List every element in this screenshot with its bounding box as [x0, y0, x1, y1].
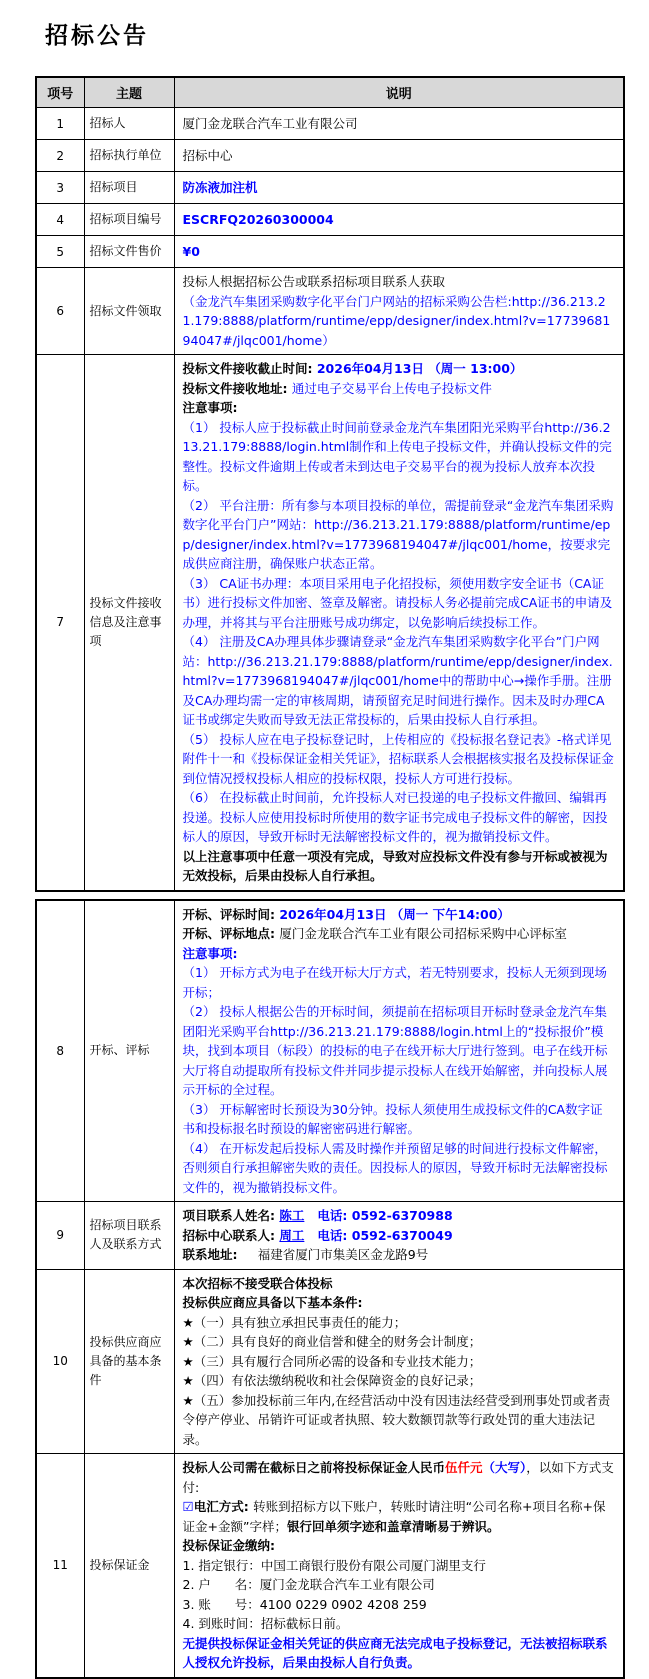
table-row — [36, 140, 624, 172]
description-paragraph — [183, 1595, 616, 1615]
table-row — [36, 1454, 624, 1678]
description-paragraph — [183, 944, 616, 964]
text-segment: 注意事项: — [182, 400, 238, 415]
topic-cell: 招标人 — [84, 108, 174, 140]
topic-cell: 招标项目 — [84, 172, 174, 204]
text-segment: 以上注意事项中任意一项没有完成，导致对应投标文件没有参与开标或被视为无效投标，后果由投标人自行承担。 — [182, 848, 608, 883]
description-cell — [174, 204, 624, 236]
item-no-cell: 3 — [36, 172, 84, 204]
text-segment: 防冻液加注机 — [182, 179, 258, 195]
topic-cell: 招标项目编号 — [84, 204, 174, 236]
description-cell — [174, 900, 624, 1202]
topic-cell: 招标文件领取 — [84, 268, 174, 355]
checked-checkbox-icon: ☑ — [182, 1499, 194, 1514]
description-paragraph — [183, 632, 616, 730]
description-paragraph — [183, 1002, 616, 1100]
item-no-cell: 6 — [36, 268, 84, 355]
item-no-cell: 11 — [36, 1454, 84, 1678]
table-body-top — [36, 108, 624, 891]
announcement-table-top — [35, 76, 625, 892]
item-no-cell: 7 — [36, 355, 84, 891]
description-paragraph — [183, 114, 616, 134]
description-paragraph — [183, 1313, 616, 1333]
table-row — [36, 1269, 624, 1454]
page-title: 招标公告 — [45, 22, 149, 49]
description-paragraph — [183, 1497, 616, 1536]
description-paragraph — [183, 963, 616, 1002]
text-segment: 1. 指定银行：中国工商银行股份有限公司厦门湖里支行 — [182, 1557, 486, 1573]
item-no-cell: 9 — [36, 1202, 84, 1270]
text-segment: 投标供应商应具备以下基本条件: — [182, 1295, 363, 1310]
table-body-bottom — [36, 900, 624, 1678]
text-segment: （4） 在开标发起后投标人需及时操作并预留足够的时间进行投标文件解密，否则须自行承担解密失败的责任。因投标人的原因，导致开标时无法解密投标文件的，视为撤销投标文件。 — [182, 1140, 608, 1195]
description-cell — [174, 355, 624, 891]
description-paragraph — [183, 1226, 616, 1246]
text-segment: 2. 户 名：厦门金龙联合汽车工业有限公司 — [182, 1577, 435, 1592]
description-paragraph — [183, 1206, 616, 1226]
table-row — [36, 172, 624, 204]
description-paragraph — [183, 359, 616, 379]
text-segment: 无提供投标保证金相关凭证的供应商无法完成电子投标登记，无法被招标联系人授权允许投标，后果由投标人自行负责。 — [182, 1635, 608, 1670]
star-icon: ★ — [182, 1334, 194, 1349]
text-segment: 银行回单须字迹和盖章清晰易于辨识。 — [286, 1518, 500, 1534]
text-segment: 福建省厦门市集美区金龙路9号 — [241, 1247, 429, 1262]
topic-cell: 招标项目联系人及联系方式 — [84, 1202, 174, 1270]
text-segment: 注意事项: — [182, 945, 238, 961]
description-cell — [174, 1202, 624, 1270]
text-segment: （3） CA证书办理：本项目采用电子化招投标，须使用数字安全证书（CA证书）进行投标文件加密、签章及解密。请投标人务必提前完成CA证书的申请及办理，并将其与平台注册账号成功绑定，以免影响后续投标工作。 — [182, 575, 613, 630]
description-cell — [174, 140, 624, 172]
text-segment: 本次招标不接受联合体投标 — [182, 1275, 333, 1291]
col-header-topic: 主题 — [84, 77, 174, 108]
topic-cell: 投标供应商应具备的基本条件 — [84, 1269, 174, 1454]
description-paragraph — [183, 1634, 616, 1673]
table-header-row — [36, 77, 624, 108]
text-segment: （1） 投标人应于投标截止时间前登录金龙汽车集团阳光采购平台http://36.213.21.179:8888/login.html制作和上传电子投标文件，并确认投标文件的完整性。投标文件逾期上传或者未到达电子交易平台的视为投标人放弃本次投标。 — [182, 419, 612, 493]
description-paragraph — [183, 242, 616, 262]
text-segment: 投标人根据招标公告或联系招标项目联系人获取 — [182, 274, 446, 289]
col-header-item-no: 项号 — [36, 77, 84, 108]
text-segment: 投标文件接收截止时间: — [182, 361, 317, 376]
description-paragraph — [183, 379, 616, 399]
text-segment: ，以如下方式支付: — [182, 1460, 614, 1495]
description-paragraph — [183, 146, 616, 166]
text-segment: 伍仟元 — [445, 1460, 483, 1475]
text-segment: （1） 开标方式为电子在线开标大厅方式，若无特别要求，投标人无须到现场开标； — [182, 965, 607, 1000]
text-segment: （2） 平台注册：所有参与本项目投标的单位，需提前登录“金龙汽车集团采购数字化平台门户”网站：http://36.213.21.179:8888/platform/runtime/epp/designer/index.html?v=1773968194047#/jlqc001/home，按要求完成供应商注册，确保账户状态正常。 — [182, 497, 614, 571]
text-segment: （2） 投标人根据公告的开标时间，须提前在招标项目开标时登录金龙汽车集团阳光采购平台http://36.213.21.179:8888/login.html上的“投标报价”模块，找到本项目（标段）的投标的电子在线开标大厅进行签到。电子在线开标大厅将自动提取所有投标文件并同步提示投标人在线开始解密，并向投标人展示开标的全过程。 — [182, 1004, 608, 1097]
topic-cell: 投标文件接收信息及注意事项 — [84, 355, 174, 891]
description-paragraph — [183, 1139, 616, 1198]
table-row — [36, 204, 624, 236]
topic-cell: 招标文件售价 — [84, 236, 174, 268]
col-header-description: 说明 — [174, 77, 624, 108]
table-row — [36, 1202, 624, 1270]
text-segment: 通过电子交易平台上传电子投标文件 — [291, 380, 492, 396]
item-no-cell: 1 — [36, 108, 84, 140]
description-paragraph — [183, 847, 616, 886]
description-paragraph — [183, 905, 616, 925]
description-paragraph — [183, 788, 616, 847]
text-segment: 开标、评标时间: — [182, 906, 280, 922]
text-segment: 投标保证金缴纳: — [182, 1538, 275, 1553]
text-segment: ¥0 — [182, 243, 200, 259]
description-cell — [174, 172, 624, 204]
item-no-cell: 8 — [36, 900, 84, 1202]
description-paragraph — [183, 496, 616, 574]
description-paragraph — [183, 398, 616, 418]
description-paragraph — [183, 178, 616, 198]
description-cell — [174, 108, 624, 140]
text-segment: （3） 开标解密时长预设为30分钟。投标人须使用生成投标文件的CA数字证书和投标报名时预设的解密密码进行解密。 — [182, 1101, 603, 1136]
text-segment: 4. 到账时间：招标截标日前。 — [182, 1616, 349, 1631]
text-segment: （金龙汽车集团采购数字化平台门户网站的招标采购公告栏:http://36.213.21.179:8888/platform/runtime/epp/designer/index.html?v=1773968194047#/jlqc001/home） — [182, 293, 611, 348]
item-no-cell: 5 — [36, 236, 84, 268]
text-segment: 投标人公司需在截标日之前将投标保证金人民币 — [182, 1460, 446, 1475]
item-no-cell: 4 — [36, 204, 84, 236]
text-segment: 3. 账 号：4100 0229 0902 4208 259 — [182, 1596, 427, 1612]
text-segment: 项目联系人姓名: — [182, 1208, 280, 1223]
description-cell — [174, 1269, 624, 1454]
text-segment: 招标中心联系人: — [182, 1227, 280, 1243]
item-no-cell: 2 — [36, 140, 84, 172]
text-segment: 招标中心 — [182, 147, 233, 163]
topic-cell: 开标、评标 — [84, 900, 174, 1202]
text-segment: 投标文件接收地址: — [182, 380, 292, 396]
text-segment: 2026年04月13日 （周一 13:00） — [316, 361, 523, 376]
text-segment: （三）具有履行合同所必需的设备和专业技术能力； — [193, 1353, 482, 1369]
text-segment: ESCRFQ20260300004 — [182, 211, 334, 227]
description-paragraph — [183, 1332, 616, 1352]
text-segment: （一）具有独立承担民事责任的能力； — [193, 1314, 407, 1330]
description-paragraph — [183, 418, 616, 496]
description-paragraph — [183, 1100, 616, 1139]
description-paragraph — [183, 272, 616, 292]
description-paragraph — [183, 1293, 616, 1313]
text-segment: 2026年04月13日 （周一 下午14:00） — [279, 906, 510, 922]
text-segment: （二）具有良好的商业信誉和健全的财务会计制度； — [193, 1334, 482, 1349]
text-segment: （五）参加投标前三年内,在经营活动中没有因违法经营受到刑事处罚或者责令停产停业、吊销许可证或者执照、较大数额罚款等行政处罚的重大违法记录。 — [182, 1392, 611, 1447]
text-segment: 电话: 0592-6370988 — [304, 1208, 453, 1223]
description-paragraph — [183, 1556, 616, 1576]
announcement-table-bottom — [35, 899, 625, 1679]
text-segment: （4） 注册及CA办理具体步骤请登录“金龙汽车集团采购数字化平台”门户网站：http://36.213.21.179:8888/platform/runtime/epp/designer/index.html?v=1773968194047#/jlqc001/home中的帮助中心→操作手册。注册及CA办理均需一定的审核周期，请预留充足时间进行操作。因未及时办理CA证书或绑定失败而导致无法正常投标的，后果由投标人自行承担。 — [182, 634, 613, 727]
text-segment: 开标、评标地点: — [182, 926, 280, 941]
text-segment: （5） 投标人应在电子投标登记时，上传相应的《投标报名登记表》-格式详见附件十一和《投标保证金相关凭证》，招标联系人会根据核实报名及投标保证金到位情况授权投标人相应的投标权限，投标人方可进行投标。 — [182, 731, 614, 786]
star-icon: ★ — [182, 1314, 194, 1330]
topic-cell: 招标执行单位 — [84, 140, 174, 172]
text-segment: （大写） — [482, 1460, 527, 1475]
table-row — [36, 900, 624, 1202]
description-paragraph — [183, 1391, 616, 1450]
description-paragraph — [183, 1458, 616, 1497]
description-paragraph — [183, 574, 616, 633]
star-icon: ★ — [182, 1353, 194, 1369]
text-segment: 周工 — [279, 1227, 305, 1243]
description-cell — [174, 1454, 624, 1678]
description-cell — [174, 236, 624, 268]
description-paragraph — [183, 292, 616, 351]
table-row — [36, 236, 624, 268]
topic-cell: 投标保证金 — [84, 1454, 174, 1678]
description-paragraph — [183, 1352, 616, 1372]
text-segment: （6） 在投标截止时间前，允许投标人对已投递的电子投标文件撤回、编辑再投递。投标人应使用投标时所使用的数字证书完成电子投标文件的解密，因投标人的原因，导致开标时无法解密投标文件的，视为撤销投标文件。 — [182, 790, 608, 844]
description-paragraph — [183, 1575, 616, 1595]
table-row — [36, 268, 624, 355]
description-paragraph — [183, 1371, 616, 1391]
text-segment: 厦门金龙联合汽车工业有限公司招标采购中心评标室 — [279, 926, 567, 941]
text-segment: 转账到招标方以下账户，转账时请注明“公司名称+项目名称+保证金+金额”字样； — [182, 1499, 606, 1534]
description-paragraph — [183, 1536, 616, 1556]
description-paragraph — [183, 730, 616, 789]
section-break — [0, 892, 649, 899]
star-icon: ★ — [182, 1373, 194, 1388]
text-segment: 电汇方式: — [193, 1499, 254, 1514]
description-paragraph — [183, 1274, 616, 1294]
text-segment: （四）有依法缴纳税收和社会保障资金的良好记录； — [193, 1373, 482, 1388]
table-row — [36, 355, 624, 891]
text-segment: 陈工 — [279, 1208, 305, 1223]
star-icon: ★ — [182, 1392, 194, 1408]
description-cell — [174, 268, 624, 355]
description-paragraph — [183, 1245, 616, 1265]
description-paragraph — [183, 210, 616, 230]
text-segment: 电话: 0592-6370049 — [304, 1227, 453, 1243]
item-no-cell: 10 — [36, 1269, 84, 1454]
table-row — [36, 108, 624, 140]
description-paragraph — [183, 924, 616, 944]
text-segment: 联系地址: — [182, 1247, 242, 1262]
description-paragraph — [183, 1614, 616, 1634]
text-segment: 厦门金龙联合汽车工业有限公司 — [182, 115, 358, 131]
